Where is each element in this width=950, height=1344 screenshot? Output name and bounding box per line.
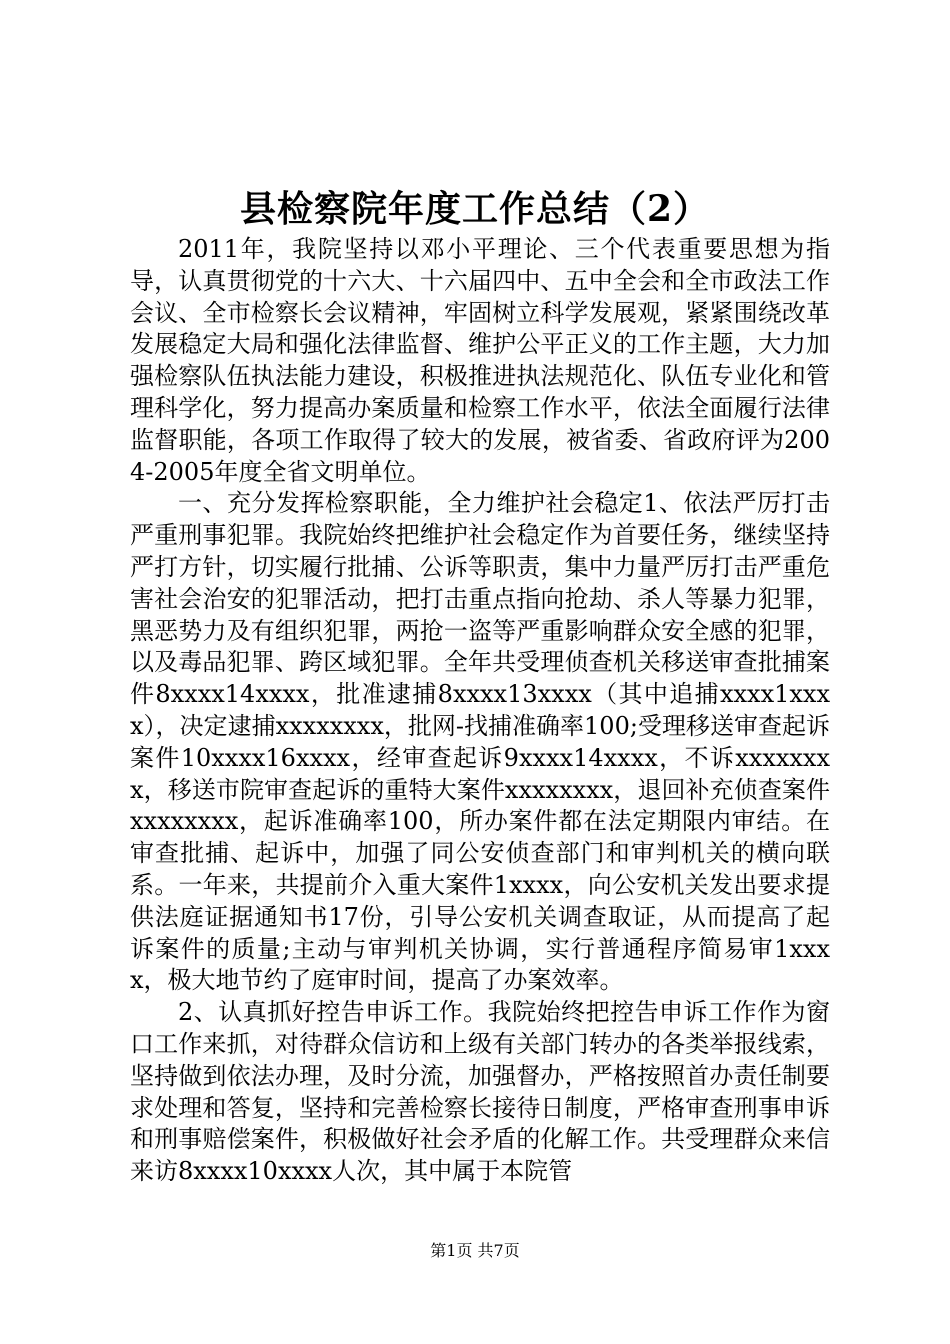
document-title: 县检察院年度工作总结（2） [239, 188, 711, 230]
paragraph-intro: 2011年，我院坚持以邓小平理论、三个代表重要思想为指导，认真贯彻党的十六大、十六届四中、五中全会和全市政法工作会议、全市检察长会议精神，牢固树立科学发展观，紧紧围绕改革发展稳定大局和强化法律监督、维护公平正义的工作主题，大力加强检察队伍执法能力建设，积极推进执法规范化、队伍专业化和管理科学化，努力提高办案质量和检察工作水平，依法全面履行法律监督职能，各项工作取得了较大的发展，被省委、省政府评为2004-2005年度全省文明单位。 [130, 235, 830, 486]
page-footer: 第1页 共7页 [430, 1241, 520, 1260]
paragraph-section-2: 2、认真抓好控告申诉工作。我院始终把控告申诉工作作为窗口工作来抓，对待群众信访和上级有关部门转办的各类举报线索，坚持做到依法办理，及时分流，加强督办，严格按照首办责任制要求处理和答复，坚持和完善检察长接待日制度，严格审查刑事申诉和刑事赔偿案件，积极做好社会矛盾的化解工作。共受理群众来信来访8xxxx10xxxx人次，其中属于本院管 [130, 998, 830, 1186]
paragraph-section-1: 一、充分发挥检察职能，全力维护社会稳定1、依法严厉打击严重刑事犯罪。我院始终把维护社会稳定作为首要任务，继续坚持严打方针，切实履行批捕、公诉等职责，集中力量严厉打击严重危害社会治安的犯罪活动，把打击重点指向抢劫、杀人等暴力犯罪，黑恶势力及有组织犯罪，两抢一盗等严重影响群众安全感的犯罪，以及毒品犯罪、跨区域犯罪。全年共受理侦查机关移送审查批捕案件8xxxx14xxxx，批准逮捕8xxxx13xxxx（其中追捕xxxx1xxxx），决定逮捕xxxxxxxx，批网-找捕准确率100;受理移送审查起诉案件10xxxx16xxxx，经审查起诉9xxxx14xxxx，不诉xxxxxxxx，移送市院审查起诉的重特大案件xxxxxxxx，退回补充侦查案件xxxxxxxx，起诉准确率100，所办案件都在法定期限内审结。在审查批捕、起诉中，加强了同公安侦查部门和审判机关的横向联系。一年来，共提前介入重大案件1xxxx，向公安机关发出要求提供法庭证据通知书17份，引导公安机关调查取证，从而提高了起诉案件的质量;主动与审判机关协调，实行普通程序简易审1xxxx，极大地节约了庭审时间，提高了办案效率。 [130, 489, 830, 995]
document-body [130, 234, 830, 1188]
